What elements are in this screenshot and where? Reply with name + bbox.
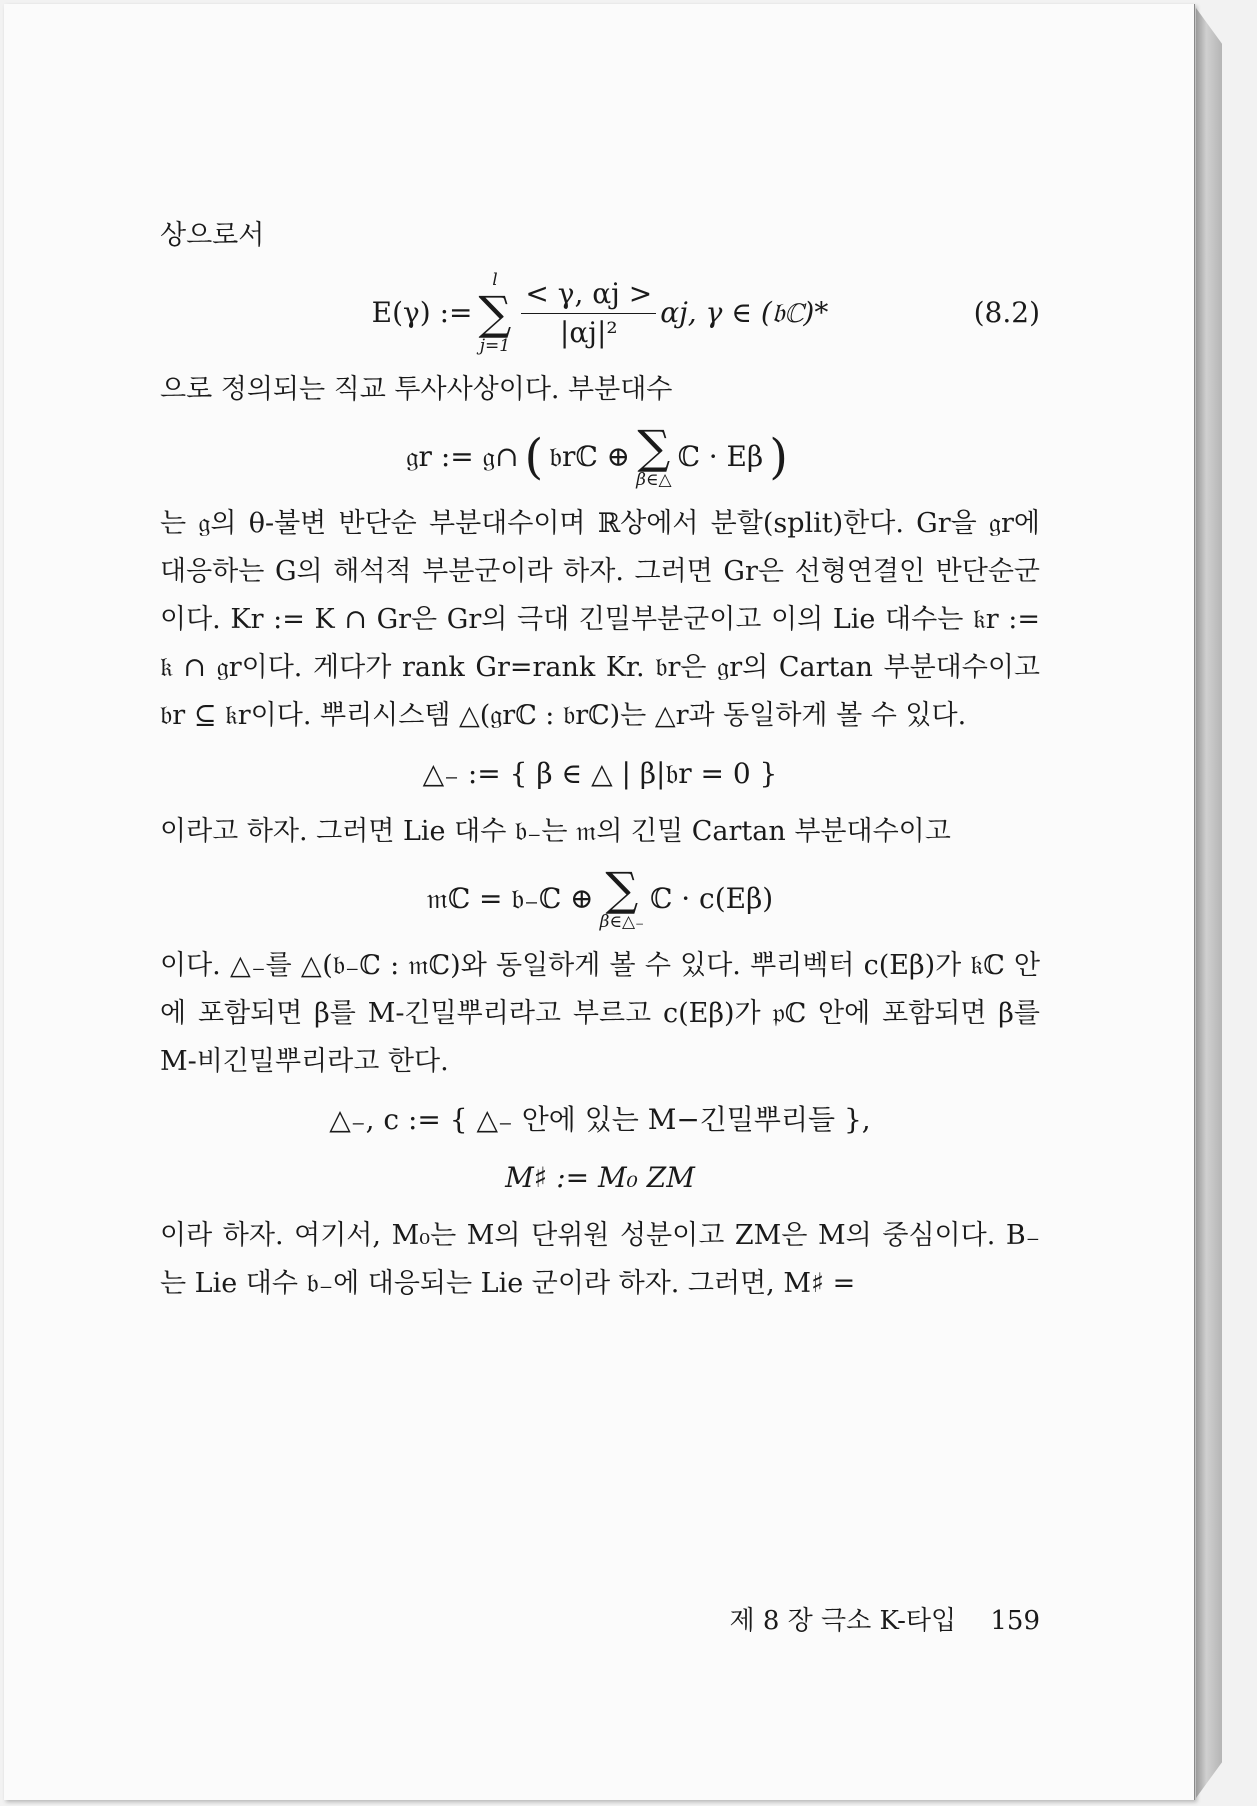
paragraph-2: 는 𝔤의 θ-불변 반단순 부분대수이며 ℝ상에서 분할(split)한다. Gr을 𝔤r에 대응하는 G의 해석적 부분군이라 하자. 그러면 Gr은 선형연결인 반단순군이다. Kr := K ∩ Gr은 Gr의 극대 긴밀부분군이고 이의 Lie 대수는 𝔨r := 𝔨 ∩ 𝔤r이다. 게다가 rank Gr=rank Kr. 𝔟r은 𝔤r의 Cartan 부분대수이고 𝔟r ⊆ 𝔨r이다. 뿌리시스템 △(𝔤rℂ : 𝔟rℂ)는 △r과 동일하게 볼 수 있다. — [160, 508, 1040, 731]
intro-text: 상으로서 — [160, 220, 265, 251]
paragraph-5: 이라 하자. 여기서, M₀는 M의 단위원 성분이고 ZM은 M의 중심이다. B₋는 Lie 대수 𝔟₋에 대응되는 Lie 군이라 하자. 그러면, M♯ = — [160, 1220, 1040, 1299]
sum-lower-limit: β∈△₋ — [599, 912, 645, 932]
sum-symbol: ∑ — [478, 286, 512, 340]
sum-lower-limit: β∈△ — [636, 470, 672, 490]
page-edge — [1196, 8, 1222, 1798]
eq-delta-c-text: △₋, c := { △₋ 안에 있는 M−긴밀뿌리들 }, — [329, 1103, 871, 1136]
sum-symbol: ∑ — [637, 420, 671, 474]
eq-gr-inner-right: ℂ · Eβ — [677, 440, 764, 473]
fraction — [521, 277, 656, 349]
sum-symbol: ∑ — [605, 862, 639, 916]
page-content — [160, 212, 1040, 1308]
sum-upper-limit: l — [492, 270, 498, 290]
fraction-numerator: < γ, αj > — [521, 277, 656, 314]
chapter-title: 제 8 장 극소 K-타입 — [729, 1606, 957, 1636]
page-footer — [700, 1600, 1040, 1637]
paragraph-3: 이라고 하자. 그러면 Lie 대수 𝔟₋는 𝔪의 긴밀 Cartan 부분대수이고 — [160, 816, 951, 847]
fraction-denominator: |αj|² — [559, 315, 618, 349]
page-number: 159 — [990, 1606, 1040, 1636]
equation-number: (8.2) — [973, 296, 1040, 329]
eq-8-2-tail: αj, γ ∈ (𝔟ℂ)* — [660, 296, 829, 329]
summation — [636, 420, 672, 490]
equation-delta-c — [160, 1096, 1040, 1144]
open-paren: ( — [524, 429, 544, 485]
eq-m-lhs: 𝔪ℂ = 𝔟₋ℂ ⊕ — [426, 882, 594, 915]
equation-gr — [160, 420, 1040, 490]
eq-gr-lhs: 𝔤r := 𝔤∩ — [406, 440, 519, 473]
eq-m-rhs: ℂ · c(Eβ) — [650, 882, 774, 915]
equation-8-2 — [160, 270, 1040, 356]
eq-gr-inner-left: 𝔟rℂ ⊕ — [549, 440, 631, 473]
summation — [479, 270, 512, 356]
eq-delta-minus-text: △₋ := { β ∈ △ | β|𝔟r = 0 } — [422, 757, 778, 790]
summation — [599, 862, 645, 932]
eq-8-2-lhs: E(γ) := — [371, 296, 473, 329]
close-paren: ) — [769, 429, 788, 485]
paragraph-4: 이다. △₋를 △(𝔟₋ℂ : 𝔪ℂ)와 동일하게 볼 수 있다. 뿌리벡터 c(Eβ)가 𝔨ℂ 안에 포함되면 β를 M-긴밀뿌리라고 부르고 c(Eβ)가 𝔭ℂ 안에 포함되면 β를 M-비긴밀뿌리라고 한다. — [160, 950, 1040, 1077]
eq-m-sharp-text: M♯ := M₀ ZM — [505, 1161, 695, 1194]
sum-lower-limit: j=1 — [479, 336, 511, 356]
paragraph-1: 으로 정의되는 직교 투사사상이다. 부분대수 — [160, 374, 673, 405]
equation-delta-minus — [160, 750, 1040, 798]
equation-m-sharp — [160, 1154, 1040, 1202]
equation-m — [160, 862, 1040, 932]
